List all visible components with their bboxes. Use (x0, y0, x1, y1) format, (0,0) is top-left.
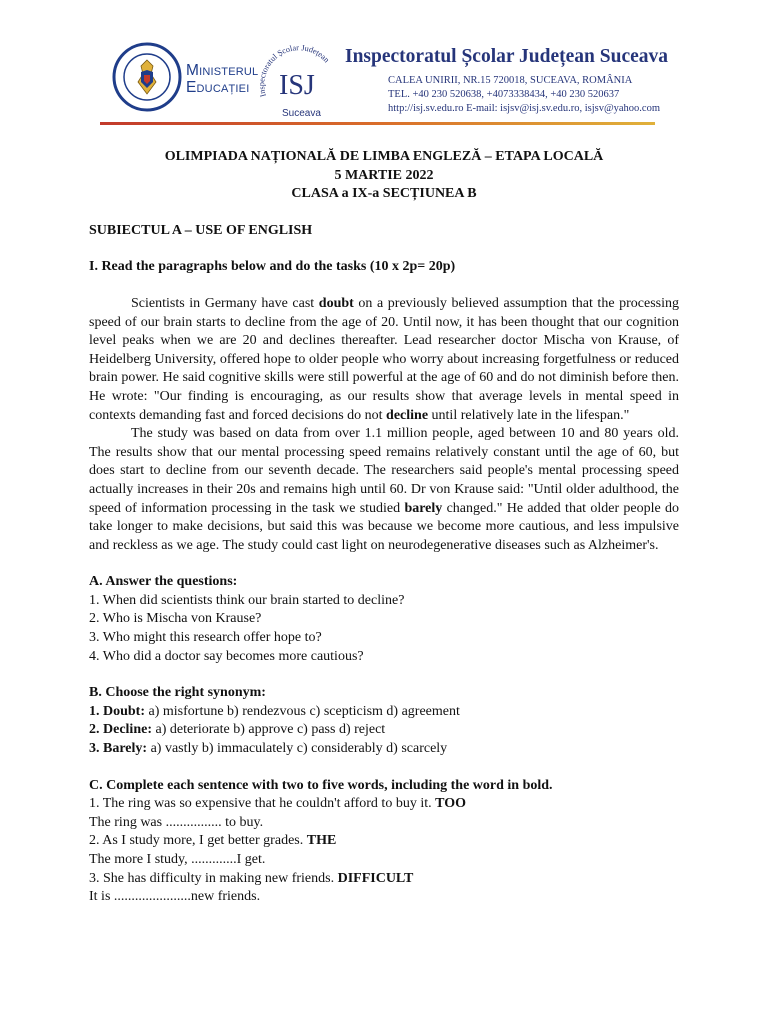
letterhead (0, 0, 768, 135)
ministry-line-1: Ministerul (186, 62, 259, 79)
transformation-completion: The ring was ................ to buy. (89, 814, 264, 830)
section-a-heading: A. Answer the questions: (89, 574, 238, 590)
government-emblem-icon (112, 42, 182, 112)
institution-web: http://isj.sv.edu.ro E-mail: isjsv@isj.sv.edu.ro, isjsv@yahoo.com (388, 103, 661, 114)
keyword-doubt: doubt (318, 295, 354, 311)
reading-paragraph-2 (89, 425, 679, 555)
ministry-name (186, 62, 258, 96)
synonym-options: a) deteriorate b) approve c) pass d) reject (151, 722, 386, 738)
synonym-term: 2. Decline: (89, 722, 152, 738)
text-span: The study was based on data from over 1.1 million people, aged between 10 and 80 years old. The results show that our mental processing speed remains relatively constant until the age of 60, but does start to decline from our seventh decade. The researchers said people's mental processing speed actually increases in their 20s and remains high until 60. Dr von Krause said: "Until older adulthood, the speed of information processing in the task we studied (89, 426, 679, 516)
synonym-item (89, 703, 679, 722)
synonym-options: a) misfortune b) rendezvous c) scepticism d) agreement (145, 703, 460, 719)
text-span: until relatively late in the lifespan." (428, 407, 630, 423)
keyword-decline: decline (386, 407, 429, 423)
question-item: 3. Who might this research offer hope to? (89, 630, 322, 646)
transformation-sentence (89, 795, 679, 814)
institution-name: Inspectoratul Școlar Județean Suceava (345, 46, 669, 67)
section-b-heading: B. Choose the right synonym: (89, 685, 266, 701)
institution-address: CALEA UNIRII, NR.15 720018, SUCEAVA, ROMÂNIA (388, 75, 633, 86)
text-span: Scientists in Germany have cast (131, 295, 319, 311)
transformation-completion: The more I study, .............I get. (89, 852, 266, 867)
reading-paragraph-1 (89, 295, 679, 425)
header-divider (100, 122, 655, 125)
subject-heading: SUBIECTUL A – USE OF ENGLISH (89, 222, 313, 238)
synonym-term: 3. Barely: (89, 741, 148, 757)
isj-city: Suceava (282, 108, 321, 119)
synonym-options: a) vastly b) immaculately c) considerably d) scarcely (147, 741, 448, 757)
isj-mark: ISJ (279, 70, 315, 101)
exam-content (89, 148, 679, 907)
synonym-item (89, 740, 679, 759)
question-item: 4. Who did a doctor say becomes more cautious? (89, 648, 364, 664)
exam-title-line-2: 5 MARTIE 2022 (334, 167, 434, 183)
synonym-item (89, 721, 679, 740)
transformation-completion: It is ......................new friends. (89, 889, 261, 905)
question-item: 1. When did scientists think our brain started to decline? (89, 592, 405, 608)
isj-arc-text: Inspectoratul Școlar Județean (257, 43, 332, 98)
institution-phone: TEL. +40 230 520638, +4073338434, +40 230 520637 (388, 89, 620, 100)
text-span: on a previously believed assumption that the processing speed of our brain starts to decline from the age of 20. Until now, it has been thought that our cognition level peaks when we are 20 and declines thereafter. Lead researcher doctor Mischa von Krause, of Heidelberg University, offered hope to older people who worry about increasing forgetfulness or reduced brain power. He said cognitive skills were still powerful at the age of 60 and do not diminish before then. He wrote: "Our finding is encouraging, as our results show that average levels in mental speed in contexts demanding fast and forced decisions do not (89, 295, 679, 423)
section-c-heading: C. Complete each sentence with two to five words, including the word in bold. (89, 777, 553, 793)
isj-logo-icon (252, 36, 344, 124)
question-item: 2. Who is Mischa von Krause? (89, 611, 262, 627)
keyword-barely: barely (404, 500, 443, 516)
keyword-difficult: DIFFICULT (337, 870, 414, 886)
keyword-too: TOO (435, 796, 466, 812)
text-span: changed." He added that older people do take longer to make decisions, but said this was because we become more cautious, and less impulsive and reckless as we age. The study could cast light on neurodegenerative diseases such as Alzheimer's. (89, 500, 680, 553)
synonym-term: 1. Doubt: (89, 703, 146, 719)
sentence-text: 2. As I study more, I get better grades. (89, 833, 307, 849)
task-heading: I. Read the paragraphs below and do the tasks (10 x 2p= 20p) (89, 259, 456, 275)
sentence-text: 1. The ring was so expensive that he couldn't afford to buy it. (89, 796, 436, 812)
exam-title-line-3: CLASA a IX-a SECȚIUNEA B (291, 186, 477, 202)
transformation-sentence (89, 832, 679, 851)
ministry-line-2: Educației (186, 79, 250, 96)
transformation-sentence (89, 870, 679, 889)
exam-title-line-1: OLIMPIADA NAȚIONALĂ DE LIMBA ENGLEZĂ – ETAPA LOCALĂ (164, 149, 604, 164)
sentence-text: 3. She has difficulty in making new friends. (89, 870, 338, 886)
keyword-the: THE (306, 833, 337, 849)
